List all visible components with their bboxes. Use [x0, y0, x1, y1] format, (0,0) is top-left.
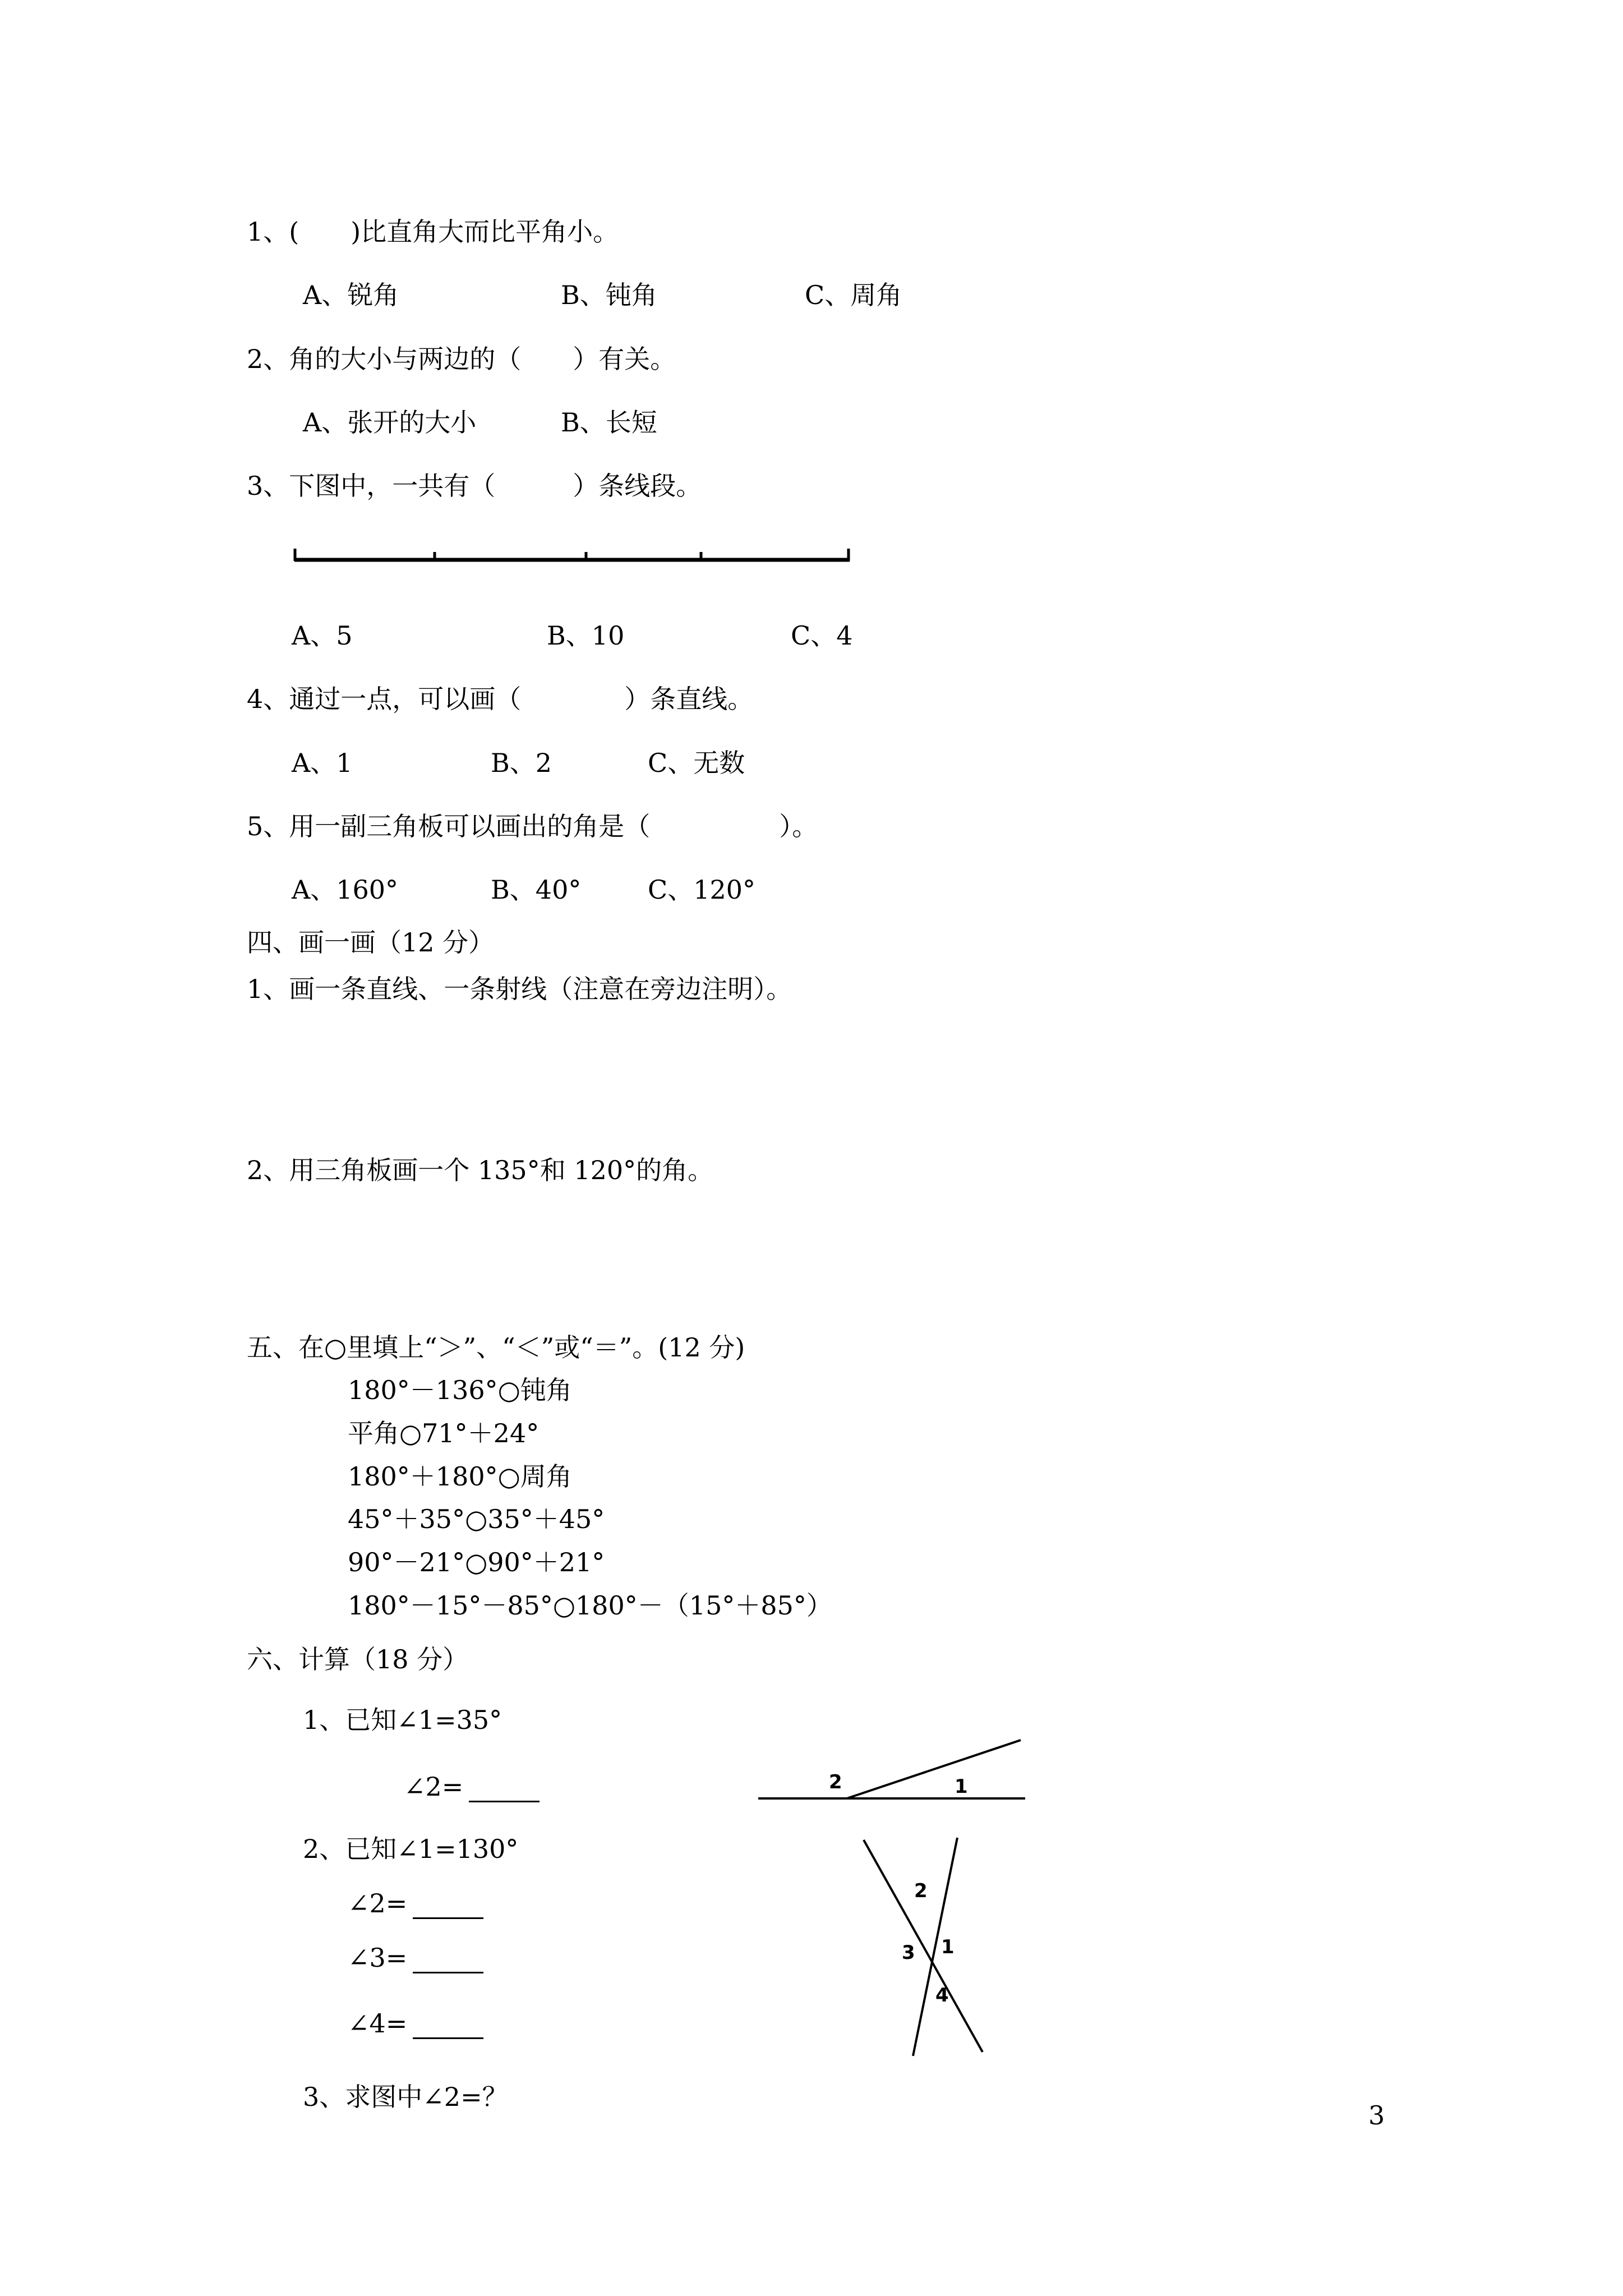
calc-3-question: 3、求图中∠2=？: [303, 2082, 508, 2112]
q1-option-a: A、锐角: [303, 280, 399, 310]
q2-option-a: A、张开的大小: [303, 407, 477, 438]
s4-q1: 1、画一条直线、一条射线（注意在旁边注明）。: [247, 974, 792, 1004]
q4-option-c: C、无数: [648, 748, 745, 778]
angle-figure-1: [757, 1722, 1026, 1812]
angle-figure-2: [858, 1834, 998, 2059]
q3-option-a: A、5: [292, 620, 353, 651]
section-4-title: 四、画一画（12 分）: [247, 927, 495, 958]
fig1-label-1: 1: [955, 1775, 968, 1798]
q3-option-c: C、4: [791, 620, 853, 651]
q5-option-b: B、40°: [491, 875, 582, 905]
q3-option-b: B、10: [547, 620, 625, 651]
q5-option-c: C、120°: [648, 875, 755, 905]
q5-stem: 5、用一副三角板可以画出的角是（ ）。: [247, 811, 818, 841]
fig2-label-3: 3: [902, 1941, 915, 1964]
page-number: 3: [1368, 2100, 1385, 2131]
calc-1-answer-2: ∠2=: [404, 1771, 540, 1802]
q1-option-b: B、钝角: [561, 280, 657, 310]
q5-option-a: A、160°: [292, 875, 399, 905]
fig2-label-2: 2: [914, 1880, 928, 1902]
q1-option-c: C、周角: [805, 280, 902, 310]
calc-1-given: 1、已知∠1=35°: [303, 1705, 502, 1735]
compare-row-5: 90°－21°○90°＋21°: [348, 1547, 605, 1577]
calc-2-given: 2、已知∠1=130°: [303, 1834, 519, 1864]
answer-blank[interactable]: [413, 2015, 483, 2039]
q1-stem: 1、( )比直角大而比平角小。: [247, 217, 619, 247]
compare-row-2: 平角○71°＋24°: [348, 1418, 540, 1448]
answer-blank[interactable]: [413, 1949, 483, 1973]
compare-row-4: 45°＋35°○35°＋45°: [348, 1504, 605, 1534]
section-6-title: 六、计算（18 分）: [247, 1644, 469, 1674]
q4-option-b: B、2: [491, 748, 552, 778]
compare-row-3: 180°＋180°○周角: [348, 1461, 572, 1492]
fig2-label-4: 4: [935, 1984, 949, 2007]
q3-stem: 3、下图中，一共有（ ）条线段。: [247, 471, 702, 501]
q4-option-a: A、1: [292, 748, 353, 778]
compare-row-1: 180°－136°○钝角: [348, 1375, 572, 1405]
answer-blank[interactable]: [469, 1778, 540, 1802]
q4-stem: 4、通过一点，可以画（ ）条直线。: [247, 684, 754, 714]
q2-option-b: B、长短: [561, 407, 657, 438]
segment-figure: [292, 544, 852, 567]
calc-2-answer-4: ∠4=: [348, 2008, 483, 2039]
compare-row-6: 180°－15°－85°○180°－（15°＋85°）: [348, 1590, 832, 1621]
q2-stem: 2、角的大小与两边的（ ）有关。: [247, 344, 676, 374]
fig2-label-1: 1: [941, 1936, 955, 1958]
calc-2-answer-2: ∠2=: [348, 1888, 483, 1919]
section-5-title: 五、在○里填上“＞”、“＜”或“＝”。(12 分): [247, 1332, 745, 1363]
fig1-label-2: 2: [829, 1771, 842, 1793]
calc-2-answer-3: ∠3=: [348, 1942, 483, 1973]
answer-blank[interactable]: [413, 1895, 483, 1919]
s4-q2: 2、用三角板画一个 135°和 120°的角。: [247, 1155, 714, 1185]
